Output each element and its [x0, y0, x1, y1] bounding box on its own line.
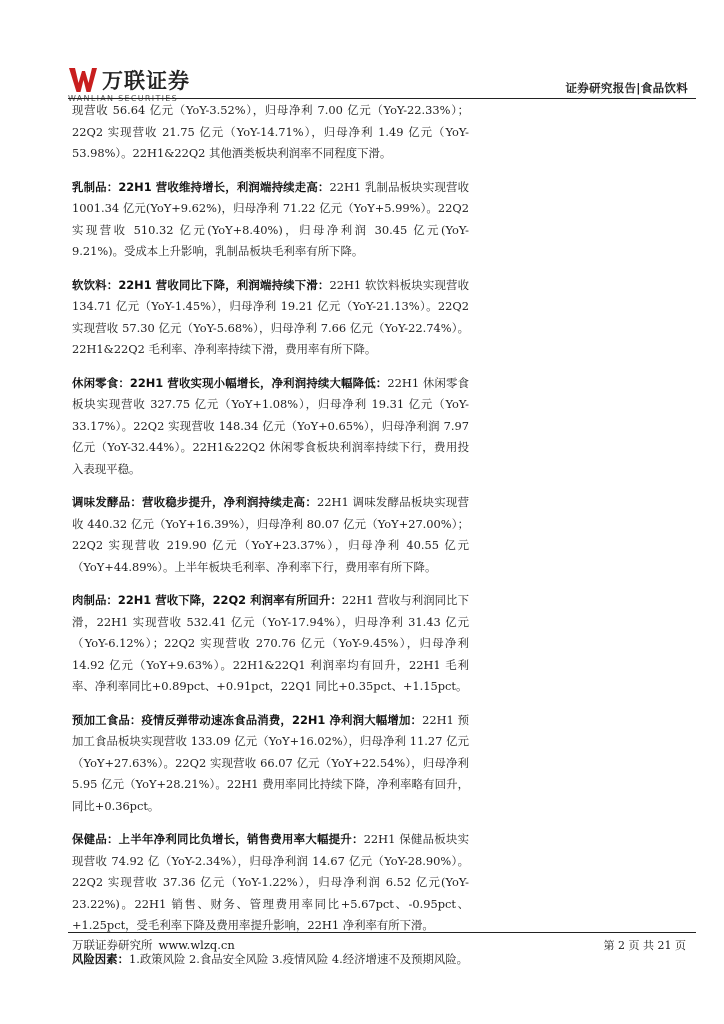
paragraph-text: 现营收 56.64 亿元（YoY-3.52%），归母净利 7.00 亿元（YoY-22.33%）；22Q2 实现营收 21.75 亿元（YoY-14.71%），归母净利 1.49 亿元（YoY-53.98%）。22H1&22Q2 其他酒类板块利润率不同程度下滑。 [72, 103, 469, 160]
page-footer-source [72, 937, 235, 953]
paragraph-heading: 保健品：上半年净利同比负增长，销售费用率大幅提升： [72, 832, 364, 846]
company-logo [68, 66, 268, 103]
paragraph-text: 22H1 休闲零食板块实现营收 327.75 亿元（YoY+1.08%），归母净利 19.31 亿元（YoY-33.17%）。22Q2 实现营收 148.34 亿元（YoY+0.65%），归母净利润 7.97 亿元（YoY-32.44%）。22H1&22Q2 休闲零食板块利润率持续下行，费用投入表现平稳。 [72, 375, 470, 476]
footer-website-link[interactable]: www.wlzq.cn [158, 938, 235, 952]
paragraph-dairy [72, 177, 469, 263]
logo-chinese-name: 万联证券 [102, 69, 190, 93]
paragraph-text: 22H1 乳制品板块实现营收 1001.34 亿元(YoY+9.62%)，归母净利 71.22 亿元（YoY+5.99%）。22Q2 实现营收 510.32 亿元(YoY+8.40%)，归母净利润 30.45 亿元(YoY-9.21%)。受成本上升影响，乳制品板块毛利率有所下降。 [72, 179, 469, 258]
paragraph-heading: 调味发酵品：营收稳步提升，净利润持续走高： [72, 495, 318, 509]
paragraph-text: 1.政策风险 2.食品安全风险 3.疫情风险 4.经济增速不及预期风险。 [128, 951, 469, 966]
footer-institute: 万联证券研究所 [72, 938, 153, 952]
footer-divider [68, 932, 696, 933]
page-number: 第 2 页 共 21 页 [603, 939, 686, 952]
paragraph-heading: 肉制品：22H1 营收下降，22Q2 利润率有所回升： [72, 593, 342, 607]
report-category: 证券研究报告|食品饮料 [565, 81, 688, 95]
page-header [0, 0, 724, 103]
wanlian-logo-icon [68, 66, 98, 94]
paragraph-soft-drinks [72, 275, 469, 361]
paragraph-text: 22H1 软饮料板块实现营收 134.71 亿元（YoY-1.45%），归母净利 19.21 亿元（YoY-21.13%）。22Q2 实现营收 57.30 亿元（YoY-5.68%），归母净利 7.66 亿元（YoY-22.74%）。22H1&22Q2 毛利率、净利率持续下滑，费用率有所下降。 [72, 277, 469, 356]
logo-english-name: WANLIAN SECURITIES [68, 94, 179, 103]
paragraph-meat-products [72, 590, 469, 698]
paragraph-snacks [72, 373, 469, 481]
header-divider [68, 98, 696, 99]
paragraph-health-products [72, 829, 469, 937]
paragraph-heading: 软饮料：22H1 营收同比下降，利润端持续下滑： [72, 277, 330, 292]
paragraph-heading: 休闲零食：22H1 营收实现小幅增长，净利润持续大幅降低： [72, 375, 388, 390]
paragraph-heading: 乳制品：22H1 营收维持增长，利润端持续走高： [72, 179, 330, 194]
paragraph-text: 22H1 保健品板块实现营收 74.92 亿（YoY-2.34%），归母净利润 14.67 亿元（YoY-28.90%）。22Q2 实现营收 37.36 亿元（YoY-1.22%），归母净利润 6.52 亿元(YoY-23.22%)。22H1 销售、财务、管理费用率同比+5.67pct、-0.95pct、+1.25pct，受毛利率下降及费用率提升影响，22H1 净利率有所下滑。 [72, 832, 469, 932]
paragraph-prepared-food [72, 710, 469, 818]
paragraph-heading: 风险因素： [72, 951, 129, 966]
report-body [72, 100, 469, 982]
paragraph-other-liquor [72, 100, 469, 165]
paragraph-condiments [72, 492, 469, 578]
paragraph-text: 22H1 预加工食品板块实现营收 133.09 亿元（YoY+16.02%），归母净利 11.27 亿元（YoY+27.63%）。22Q2 实现营收 66.07 亿元（YoY+22.54%），归母净利 5.95 亿元（YoY+28.21%）。22H1 费用率同比持续下降，净利率略有回升，同比+0.36pct。 [72, 712, 470, 813]
paragraph-heading: 预加工食品：疫情反弹带动速冻食品消费，22H1 净利润大幅增加： [72, 712, 423, 727]
paragraph-text: 22H1 调味发酵品板块实现营收 440.32 亿元（YoY+16.39%），归母净利 80.07 亿元（YoY+27.00%）；22Q2 实现营收 219.90 亿元（YoY+23.37%），归母净利 40.55 亿元（YoY+44.89%）。上半年板块毛利率、净利率下行，费用率有所下降。 [72, 495, 469, 574]
paragraph-text: 22H1 营收与利润同比下滑，22H1 实现营收 532.41 亿元（YoY-17.94%），归母净利 31.43 亿元（YoY-6.12%）；22Q2 实现营收 270.76 亿元（YoY-9.45%），归母净利 14.92 亿元（YoY+9.63%）。22H1&22Q1 利润率均有回升，22H1 毛利率、净利率同比+0.89pct、+0.91pct，22Q1 同比+0.35pct、+1.15pct。 [72, 593, 470, 693]
